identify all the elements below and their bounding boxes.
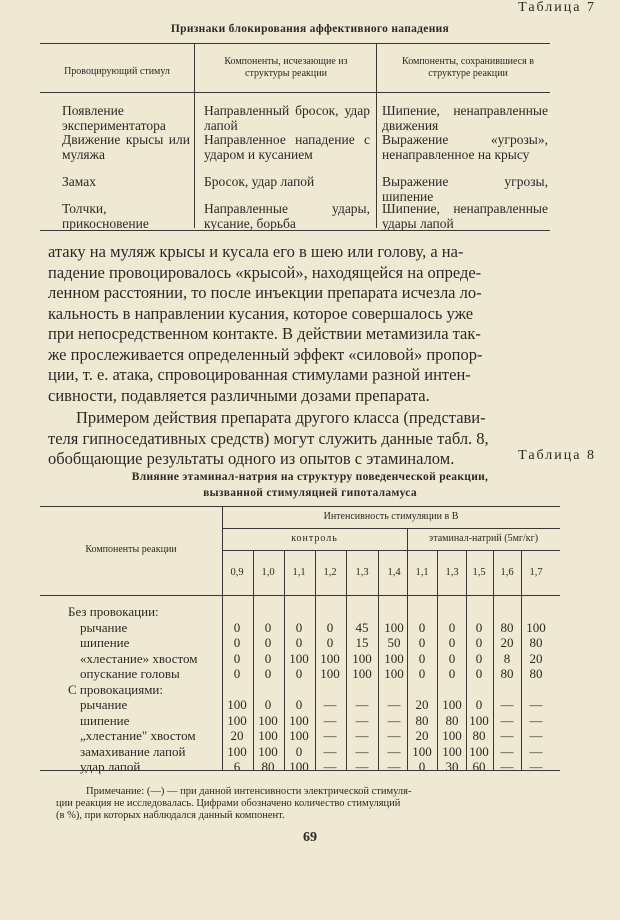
table8-cell: 0	[448, 650, 456, 666]
table8-section-heading	[0, 682, 620, 697]
table8-cell: 100	[384, 666, 404, 681]
body-paragraph-2	[48, 408, 556, 470]
table8-cell: 100	[320, 666, 340, 681]
intensity-level: 1,1	[292, 567, 306, 578]
table8-cell: —	[387, 759, 401, 774]
table8-cell: —	[355, 712, 369, 728]
table8-cell: —	[355, 759, 369, 774]
table8-cell: 100	[227, 697, 247, 712]
table8-cell: 0	[295, 743, 303, 759]
table8-cell: 0	[264, 635, 272, 650]
table8-cell: 80	[415, 712, 429, 728]
table8-group-rule	[222, 550, 560, 551]
table8-cell: 100	[352, 650, 372, 666]
intensity-level: 1,6	[500, 567, 514, 578]
table8-cell: 0	[233, 650, 241, 666]
table8-cell: —	[387, 712, 401, 728]
body-line: атаку на муляж крысы и кусала его в шею или голову, а на-	[48, 242, 464, 261]
table8-cell: —	[387, 697, 401, 712]
table8-row	[0, 713, 620, 728]
table7-row2-kept: Выражение «угрозы», ненаправленное на крысу	[382, 132, 548, 162]
table8-cell: 100	[258, 712, 278, 728]
row-label: «хлестание» хвостом	[80, 650, 198, 666]
table8-cell: —	[500, 743, 514, 759]
table8-cell: 80	[472, 728, 486, 743]
table8-cell: 0	[264, 619, 272, 635]
table8-header-rule	[40, 595, 560, 596]
table7-row1-stimulus: Появление экспериментатора	[62, 103, 166, 133]
table8-cell: 30	[445, 759, 459, 774]
table8-cell: 80	[261, 759, 275, 774]
page-number: 69	[303, 830, 317, 845]
table8-cell: 100	[469, 743, 489, 759]
table8-cell: —	[500, 728, 514, 743]
table8-row	[0, 620, 620, 635]
table8-cell: 0	[448, 666, 456, 681]
table7-label: Таблица 7	[518, 0, 596, 15]
table8-cell: 0	[418, 759, 426, 774]
row-label: рычание	[80, 619, 128, 635]
table8-cell: 0	[475, 697, 483, 712]
table8-col-intensity-header: Интенсивность стимуляции в В	[323, 511, 459, 522]
row-label: С провокациями:	[68, 681, 164, 697]
table8-cell: —	[500, 759, 514, 774]
table8-note	[56, 786, 558, 822]
table8-label: Таблица 8	[518, 448, 596, 463]
body-line: Примером действия препарата другого класса (представи-	[76, 408, 486, 427]
table8-cell: —	[323, 697, 337, 712]
table8-cell: 100	[289, 728, 309, 743]
body-line: падение провоцировалось «крысой», находящейся на опреде-	[48, 262, 482, 282]
table8-cell: 0	[418, 666, 426, 681]
table8-cell: 100	[258, 728, 278, 743]
row-label: замахивание лапой	[80, 743, 186, 759]
table8-cell: 0	[233, 635, 241, 650]
table8-row	[0, 666, 620, 681]
table8-cell: 20	[415, 728, 429, 743]
table8-cell: 0	[295, 619, 303, 635]
table7-bottom-rule	[40, 230, 550, 231]
table8-cell: 20	[230, 728, 244, 743]
table7-col-divider-2	[376, 43, 377, 228]
note-line: Примечание: (—) — при данной интенсивности электрической стимуля-	[86, 786, 412, 797]
table8-top-rule	[40, 506, 560, 507]
table8-cell: 80	[500, 666, 514, 681]
table8-cell: 50	[387, 635, 401, 650]
table8-title-line1: Влияние этаминал-натрия на структуру поведенческой реакции,	[131, 471, 489, 483]
table8-cell: 100	[384, 619, 404, 635]
table8-cell: —	[355, 697, 369, 712]
intensity-level: 1,3	[355, 567, 369, 578]
table7-col-kept-header: Компоненты, сохранившиеся в структуре реакции	[402, 56, 534, 79]
table8-cell: 100	[526, 619, 546, 635]
table7-col-divider-1	[194, 43, 195, 228]
table8-intensity-rule	[222, 528, 560, 529]
table8-cell: 0	[448, 619, 456, 635]
table8-cell: 100	[384, 650, 404, 666]
table8-cell: 80	[500, 619, 514, 635]
table8-cell: 100	[442, 743, 462, 759]
table8-cell: —	[323, 728, 337, 743]
table8-cell: —	[323, 743, 337, 759]
table8-cell: 80	[445, 712, 459, 728]
table8-cell: 100	[227, 712, 247, 728]
table8-cell: 20	[529, 650, 543, 666]
table8-row	[0, 635, 620, 650]
table8-cell: 0	[475, 650, 483, 666]
table7-col-gone-header: Компоненты, исчезающие из структуры реакции	[224, 56, 348, 79]
body-paragraph-1	[48, 242, 556, 406]
table8-cell: 100	[289, 759, 309, 774]
table8-cell: 0	[264, 650, 272, 666]
table8-bottom-rule	[40, 770, 560, 771]
table8-cell: 100	[289, 650, 309, 666]
table8-cell: 0	[475, 619, 483, 635]
table8-cell: 0	[418, 650, 426, 666]
table8-cell: 0	[233, 619, 241, 635]
table8-cell: 80	[529, 666, 543, 681]
intensity-level: 1,4	[387, 567, 401, 578]
table8-cell: 0	[264, 666, 272, 681]
table8-row	[0, 759, 620, 774]
intensity-level: 1,1	[415, 567, 429, 578]
table8-cell: 100	[412, 743, 432, 759]
row-label: Без провокации:	[68, 604, 159, 619]
table8-cell: —	[529, 697, 543, 712]
table8-cell: 80	[529, 635, 543, 650]
table8-cell: 100	[442, 728, 462, 743]
table8-cell: 0	[295, 666, 303, 681]
body-line: сивности, подавляется различными дозами препарата.	[48, 385, 430, 405]
intensity-level: 1,2	[323, 567, 337, 578]
table7-title: Признаки блокирования аффективного нападения	[170, 23, 450, 35]
table7-top-rule	[40, 43, 550, 44]
table8-cell: 100	[258, 743, 278, 759]
table8-cell: —	[529, 712, 543, 728]
table8-cell: 100	[469, 712, 489, 728]
intensity-level: 1,0	[261, 567, 275, 578]
table8-cell: 100	[289, 712, 309, 728]
note-line: (в %), при которых наблюдался данный компонент.	[56, 810, 285, 821]
table7-header-rule	[40, 92, 550, 93]
table8-cell: 8	[503, 650, 511, 666]
table8-cell: 100	[227, 743, 247, 759]
row-label: рычание	[80, 697, 128, 712]
table8-row	[0, 728, 620, 743]
table7-row1-kept: Шипение, ненаправленные движения	[382, 103, 548, 133]
table8-cell: —	[387, 728, 401, 743]
table8-section-heading	[0, 604, 620, 619]
table8-cell: —	[323, 712, 337, 728]
table8-cell: 100	[352, 666, 372, 681]
row-label: опускание головы	[80, 666, 180, 681]
table7-row3-stimulus: Замах	[62, 174, 96, 189]
table8-cell: —	[323, 759, 337, 774]
table8-cell: 0	[418, 619, 426, 635]
table8-cell: 100	[442, 697, 462, 712]
body-line: же прослеживается определенный эффект «силовой» пропор-	[48, 344, 483, 364]
body-line: ленном расстоянии, то после инъекции препарата исчезла ло-	[48, 283, 482, 302]
table7-row3-kept: Выражение угрозы, шипение	[382, 174, 548, 204]
row-label: шипение	[80, 635, 130, 650]
table8-cell: 6	[233, 759, 241, 774]
body-line: при непосредственном контакте. В действии метамизила так-	[48, 324, 481, 343]
table7-row4-kept: Шипение, ненаправленные удары лапой	[382, 201, 548, 231]
table8-cell: 0	[448, 635, 456, 650]
table8-cell: 0	[264, 697, 272, 712]
table8-cell: 0	[326, 635, 334, 650]
table8-cell: 20	[500, 635, 514, 650]
table7-row2-stimulus: Движение крысы или муляжа	[62, 132, 190, 162]
table8-title-line2: вызванной стимуляцией гипоталамуса	[203, 487, 417, 499]
table8-cell: —	[529, 759, 543, 774]
table8-cell: 0	[295, 635, 303, 650]
row-label: шипение	[80, 712, 130, 728]
table8-cell: 100	[320, 650, 340, 666]
body-line: ции, т. е. атака, спровоцированная стимулами разной интен-	[48, 365, 471, 384]
row-label: удар лапой	[80, 759, 141, 774]
table7-row3-gone: Бросок, удар лапой	[204, 174, 315, 189]
table8-cell: 0	[326, 619, 334, 635]
body-line: кальность в направлении кусания, которое совершалось уже	[48, 303, 474, 323]
table8-col-components-header: Компоненты реакции	[85, 544, 177, 555]
table8-cell: 0	[295, 697, 303, 712]
table8-control-group-header: контроль	[291, 533, 338, 544]
table8-cell: 60	[472, 759, 486, 774]
intensity-level: 1,7	[529, 567, 543, 578]
table8-cell: —	[387, 743, 401, 759]
note-line: ции реакция не исследовалась. Цифрами обозначено количество стимуляций	[56, 798, 401, 809]
table8-drug-group-header: этаминал-натрий (5мг/кг)	[428, 533, 539, 544]
table8-cell: 0	[418, 635, 426, 650]
table8-cell: 0	[233, 666, 241, 681]
table8-row	[0, 651, 620, 666]
table8-cell: —	[355, 728, 369, 743]
table8-cell: —	[500, 697, 514, 712]
table8-cell: —	[500, 712, 514, 728]
table8-cell: —	[529, 743, 543, 759]
table8-cell: 45	[355, 619, 369, 635]
body-line: теля гипноседативных средств) могут служить данные табл. 8,	[48, 428, 489, 448]
intensity-level: 1,3	[445, 567, 459, 578]
intensity-level: 0,9	[230, 567, 244, 578]
table7-col-stimulus-header: Провоцирующий стимул	[64, 66, 170, 77]
table8-cell: 20	[415, 697, 429, 712]
table8-cell: 0	[475, 635, 483, 650]
table8-row	[0, 744, 620, 759]
table7-row4-gone: Направленные удары, кусание, борьба	[204, 201, 370, 231]
table8-cell: 15	[355, 635, 369, 650]
table8-cell: 0	[475, 666, 483, 681]
table7-row2-gone: Направленное нападение с ударом и кусанием	[204, 132, 370, 162]
table8-cell: —	[355, 743, 369, 759]
intensity-level: 1,5	[472, 567, 486, 578]
table7-row4-stimulus: Толчки, прикосновение	[62, 201, 149, 231]
table7-row1-gone: Направленный бросок, удар лапой	[204, 103, 370, 133]
row-label: „хлестание" хвостом	[80, 728, 196, 743]
table8-row	[0, 697, 620, 712]
body-line: обобщающие результаты одного из опытов с этаминалом.	[48, 449, 455, 468]
table8-cell: —	[529, 728, 543, 743]
